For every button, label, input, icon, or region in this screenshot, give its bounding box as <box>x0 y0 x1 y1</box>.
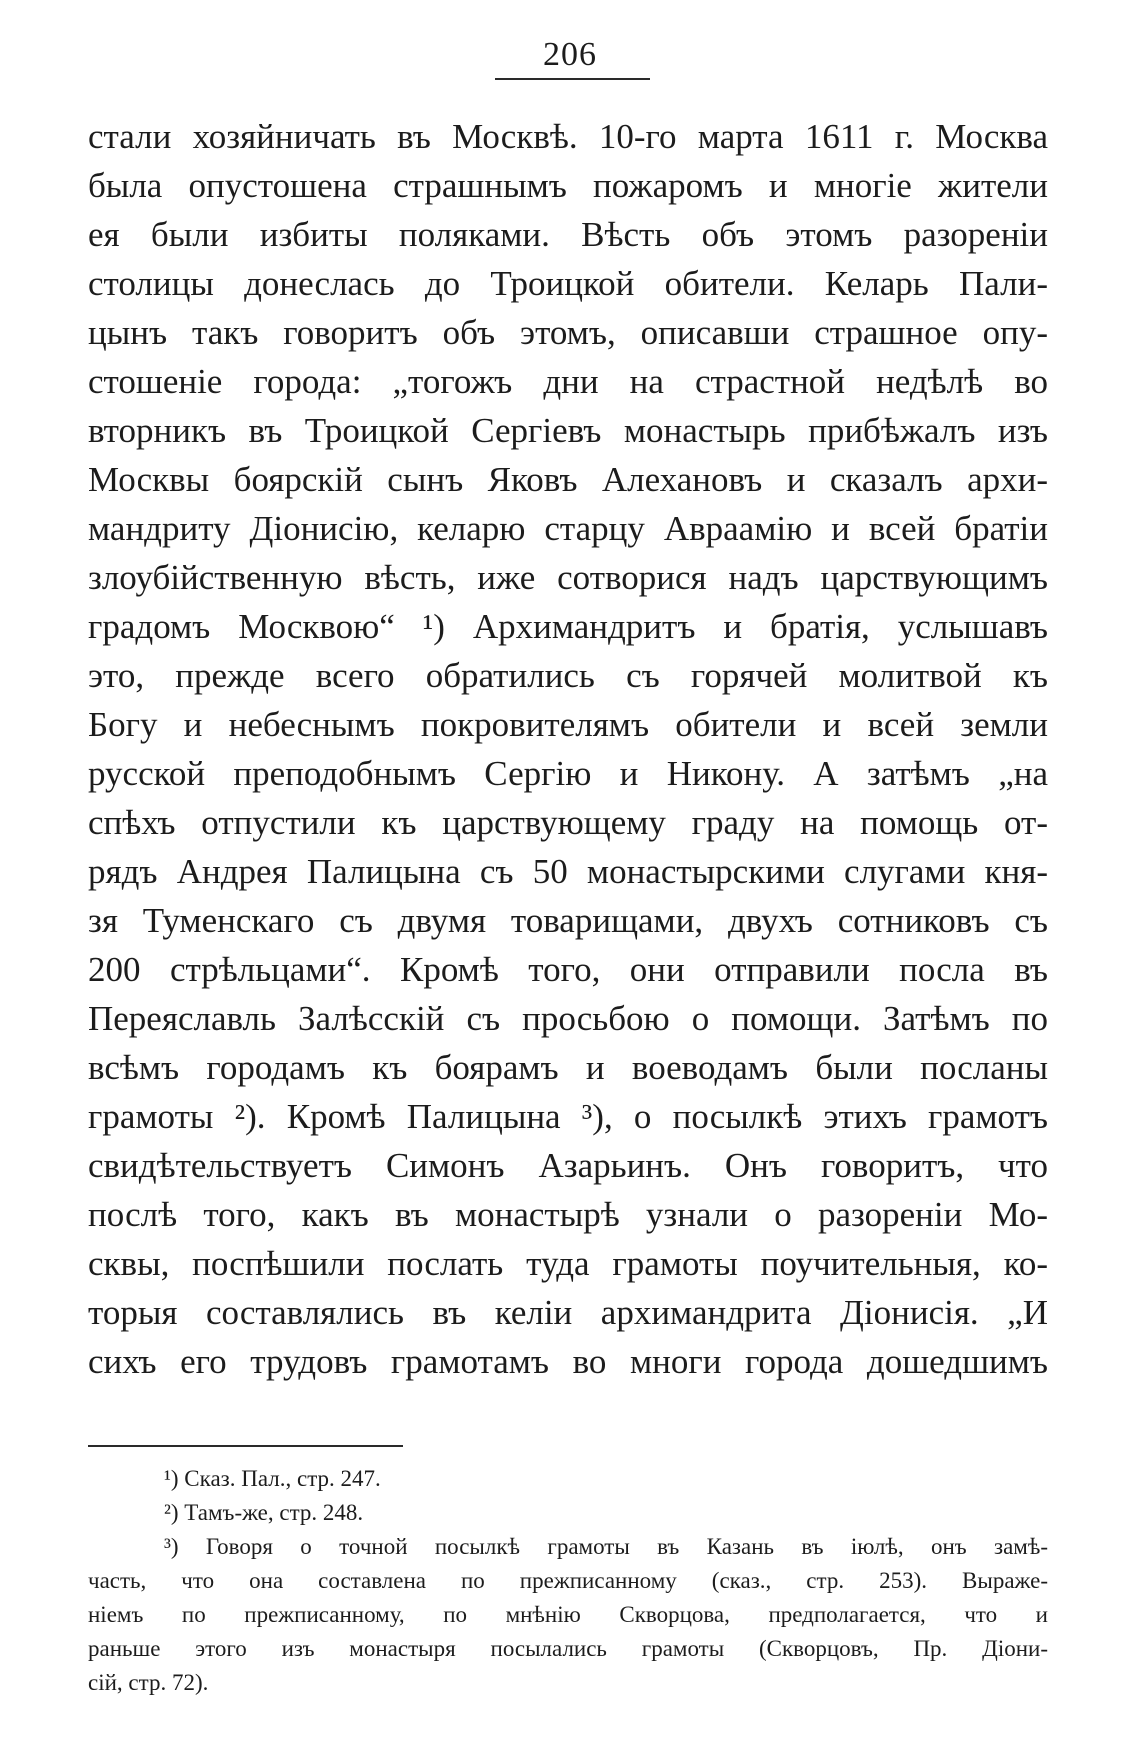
text-line: Переяславль Залѣсскій съ просьбою о помощи. Затѣмъ по <box>88 999 1048 1038</box>
text-line: цынъ такъ говоритъ объ этомъ, описавши страшное опу- <box>88 313 1048 352</box>
text-line: рядъ Андрея Палицына съ 50 монастырскими слугами кня- <box>88 852 1048 891</box>
text-line: грамоты ²). Кромѣ Палицына ³), о посылкѣ этихъ грамотъ <box>88 1097 1048 1136</box>
text-line: всѣмъ городамъ къ боярамъ и воеводамъ были посланы <box>88 1048 1048 1087</box>
main-text <box>88 112 1048 1386</box>
text-line: мандриту Діонисію, келарю старцу Авраамію и всей братіи <box>88 509 1048 548</box>
text-line: свидѣтельствуетъ Симонъ Азарьинъ. Онъ говоритъ, что <box>88 1146 1048 1185</box>
footnote-1: ¹) Сказ. Пал., стр. 247. <box>164 1466 381 1491</box>
text-line: Богу и небеснымъ покровителямъ обители и всей земли <box>88 705 1048 744</box>
page-number: 206 <box>543 36 597 73</box>
text-line: торыя составлялись въ келіи архимандрита Діонисія. „И <box>88 1293 1048 1332</box>
text-line: ея были избиты поляками. Вѣсть объ этомъ разореніи <box>88 215 1048 254</box>
text-line: столицы донеслась до Троицкой обители. Келарь Пали- <box>88 264 1048 303</box>
text-line: стали хозяйничать въ Москвѣ. 10-го марта 1611 г. Москва <box>88 117 1048 156</box>
text-line: злоубійственную вѣсть, иже сотворися надъ царствующимъ <box>88 558 1048 597</box>
footnote-separator <box>88 1445 403 1447</box>
text-line: градомъ Москвою“ ¹) Архимандритъ и братія, услышавъ <box>88 607 1048 646</box>
text-line: 200 стрѣльцами“. Кромѣ того, они отправили посла въ <box>88 950 1048 989</box>
text-line: сквы, поспѣшили послать туда грамоты поучительныя, ко- <box>88 1244 1048 1283</box>
footnotes <box>88 1462 1048 1700</box>
text-line: была опустошена страшнымъ пожаромъ и многіе жители <box>88 166 1048 205</box>
text-line: стошеніе города: „тогожъ дни на страстной недѣлѣ во <box>88 362 1048 401</box>
text-line: вторникъ въ Троицкой Сергіевъ монастырь прибѣжалъ изъ <box>88 411 1048 450</box>
footnote-2: ²) Тамъ-же, стр. 248. <box>164 1500 364 1525</box>
footnote-3-line: ніемъ по прежписанному, по мнѣнію Скворцова, предполагается, что и <box>88 1602 1048 1627</box>
text-line: послѣ того, какъ въ монастырѣ узнали о разореніи Мо- <box>88 1195 1048 1234</box>
text-line: сихъ его трудовъ грамотамъ во многи города дошедшимъ <box>88 1342 1048 1381</box>
text-line: зя Туменскаго съ двумя товарищами, двухъ сотниковъ съ <box>88 901 1048 940</box>
footnote-3-line: сій, стр. 72). <box>88 1670 209 1695</box>
text-line: Москвы боярскій сынъ Яковъ Алехановъ и сказалъ архи- <box>88 460 1048 499</box>
text-line: это, прежде всего обратились съ горячей молитвой къ <box>88 656 1048 695</box>
text-line: русской преподобнымъ Сергію и Никону. А затѣмъ „на <box>88 754 1048 793</box>
footnote-3-line: ³) Говоря о точной посылкѣ грамоты въ Казань въ іюлѣ, онъ замѣ- <box>164 1534 1048 1559</box>
footnote-3-line: часть, что она составлена по прежписанному (сказ., стр. 253). Выраже- <box>88 1568 1048 1593</box>
footnote-3-line: раньше этого изъ монастыря посылались грамоты (Скворцовъ, Пр. Діони- <box>88 1636 1048 1661</box>
page-number-rule <box>495 78 650 80</box>
text-line: спѣхъ отпустили къ царствующему граду на помощь от- <box>88 803 1048 842</box>
